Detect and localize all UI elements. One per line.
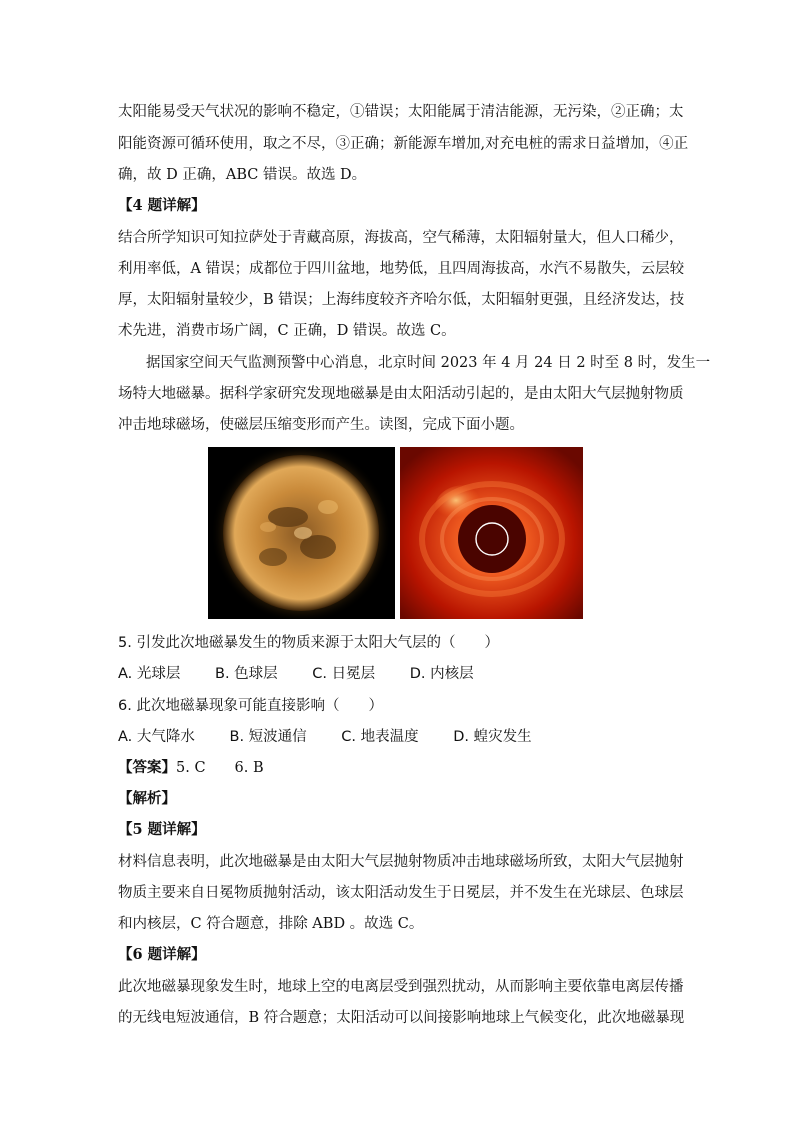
paragraph-line: 太阳能易受天气状况的影响不稳定，①错误；太阳能属于清洁能源，无污染，②正确；太 xyxy=(118,104,684,120)
paragraph-line: 利用率低，A 错误；成都位于四川盆地，地势低，且四周海拔高，水汽不易散失，云层较 xyxy=(118,261,685,277)
option-b: B. 短波通信 xyxy=(229,729,307,745)
paragraph-line: 据国家空间天气监测预警中心消息，北京时间 2023 年 4 月 24 日 2 时至 8 时，发生一 xyxy=(146,355,711,371)
question-5-options xyxy=(118,664,504,684)
paragraph-line: 材料信息表明，此次地磁暴是由太阳大气层抛射物质冲击地球磁场所致，太阳大气层抛射 xyxy=(118,854,684,870)
option-c: C. 地表温度 xyxy=(341,729,419,745)
paragraph-line: 确，故 D 正确，ABC 错误。故选 D。 xyxy=(118,167,367,183)
section-heading-q6: 【6 题详解】 xyxy=(118,946,206,963)
answer-text: 5. C 6. B xyxy=(176,760,264,776)
corona-image xyxy=(400,447,583,619)
paragraph-line: 冲击地球磁场，使磁层压缩变形而产生。读图，完成下面小题。 xyxy=(118,417,524,433)
paragraph-line: 的无线电短波通信，B 符合题意；太阳活动可以间接影响地球上气候变化，此次地磁暴现 xyxy=(118,1010,685,1026)
paragraph-line: 物质主要来自日冕物质抛射活动，该太阳活动发生于日冕层，并不发生在光球层、色球层 xyxy=(118,885,684,901)
paragraph-line: 和内核层，C 符合题意，排除 ABD 。故选 C。 xyxy=(118,916,424,932)
option-d: D. 蝗灾发生 xyxy=(453,729,532,745)
question-6-stem: 6. 此次地磁暴现象可能直接影响（ ） xyxy=(118,698,383,714)
option-d: D. 内核层 xyxy=(409,666,474,682)
option-b: B. 色球层 xyxy=(215,666,278,682)
section-heading-q4: 【4 题详解】 xyxy=(118,197,206,214)
section-heading-q5: 【5 题详解】 xyxy=(118,821,206,838)
paragraph-line: 术先进，消费市场广阔，C 正确，D 错误。故选 C。 xyxy=(118,323,456,339)
answer-line xyxy=(118,758,264,778)
paragraph-line: 场特大地磁暴。据科学家研究发现地磁暴是由太阳活动引起的，是由太阳大气层抛射物质 xyxy=(118,386,684,402)
question-5-stem: 5. 引发此次地磁暴发生的物质来源于太阳大气层的（ ） xyxy=(118,635,499,651)
paragraph-line: 此次地磁暴现象发生时，地球上空的电离层受到强烈扰动，从而影响主要依靠电离层传播 xyxy=(118,979,684,995)
question-6-options xyxy=(118,727,562,747)
paragraph-line: 厚，太阳辐射量较少，B 错误；上海纬度较齐齐哈尔低，太阳辐射更强，且经济发达，技 xyxy=(118,292,685,308)
sun-image xyxy=(208,447,395,619)
option-a: A. 光球层 xyxy=(118,666,181,682)
paragraph-line: 结合所学知识可知拉萨处于青藏高原，海拔高，空气稀薄，太阳辐射量大，但人口稀少， xyxy=(118,230,684,246)
analysis-label: 【解析】 xyxy=(118,790,176,807)
option-a: A. 大气降水 xyxy=(118,729,195,745)
answer-label: 【答案】 xyxy=(118,759,176,776)
option-c: C. 日冕层 xyxy=(312,666,376,682)
paragraph-line: 阳能资源可循环使用，取之不尽，③正确；新能源车增加,对充电桩的需求日益增加，④正 xyxy=(118,136,689,152)
